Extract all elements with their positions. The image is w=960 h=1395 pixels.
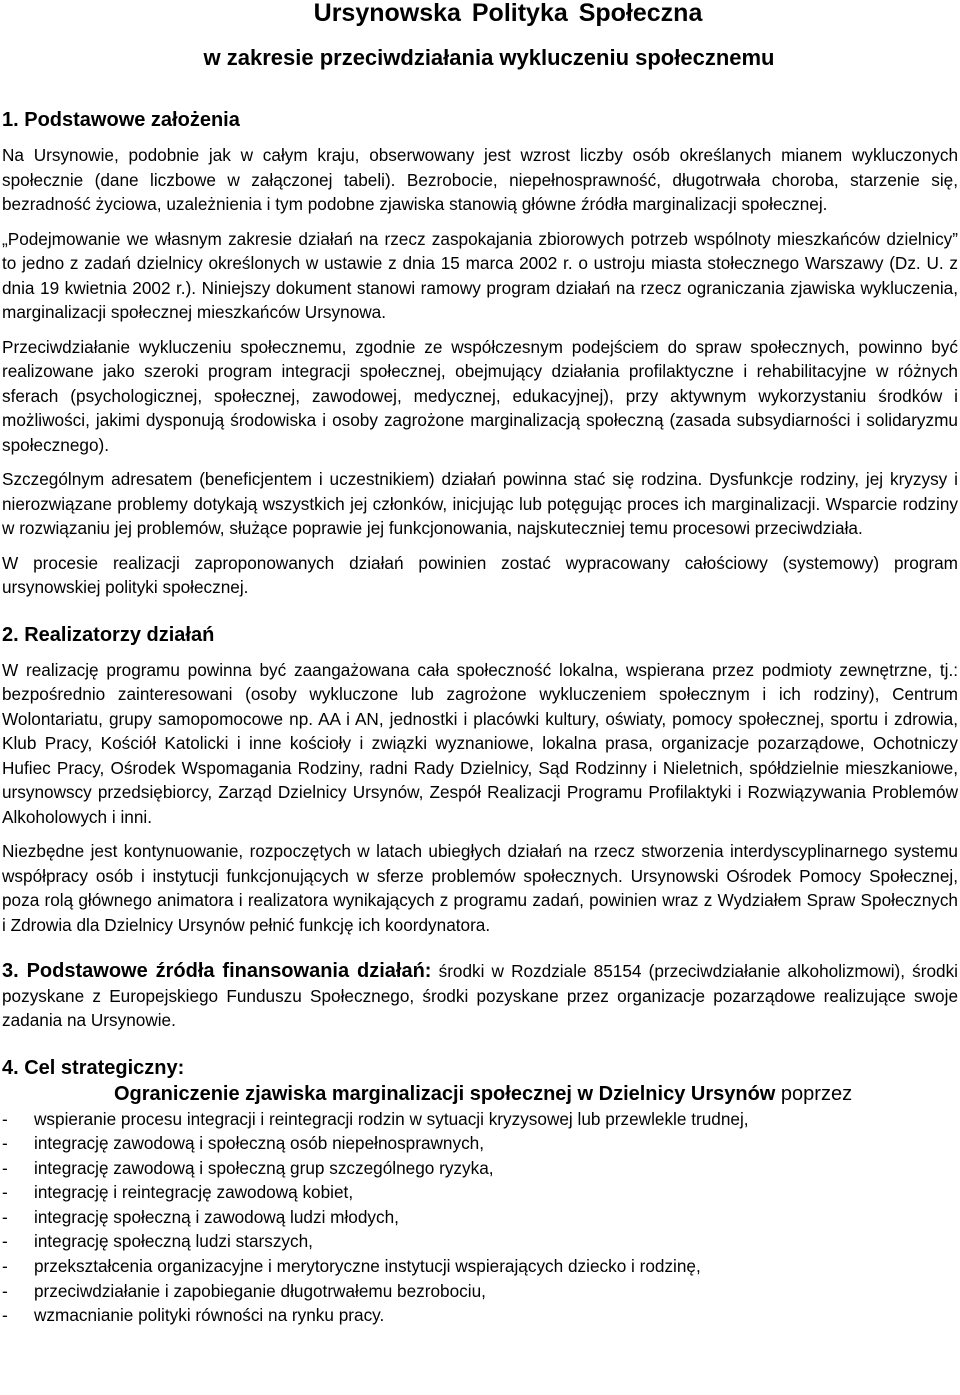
list-item: - integrację społeczną ludzi starszych,: [2, 1229, 958, 1254]
list-item: - wzmacnianie polityki równości na rynku pracy.: [2, 1303, 958, 1328]
list-item: - integrację zawodową i społeczną osób niepełnosprawnych,: [2, 1131, 958, 1156]
section-3: [2, 959, 958, 1033]
list-item: - integrację i reintegrację zawodową kobiet,: [2, 1180, 958, 1205]
strategic-goal-text: Ograniczenie zjawiska marginalizacji społecznej w Dzielnicy Ursynów: [114, 1082, 776, 1105]
dash-marker: -: [2, 1231, 8, 1252]
dash-marker: -: [2, 1280, 8, 1301]
goal-list: [2, 1107, 958, 1328]
dash-marker: -: [2, 1133, 8, 1154]
section-4-heading: 4. Cel strategiczny:: [2, 1056, 185, 1079]
document-body: [2, 107, 958, 1328]
section-2-heading: 2. Realizatorzy działań: [2, 623, 215, 646]
list-item: - integrację zawodową i społeczną grup szczególnego ryzyka,: [2, 1156, 958, 1181]
section-2-paragraph-2: Niezbędne jest kontynuowanie, rozpoczętych w latach ubiegłych działań na rzecz stworzenia interdyscyplinarnego systemu współpracy osób i instytucji funkcjonujących w sferze problemów społecznych. Ursynowski Ośrodek Pomocy Społecznej, poza rolą głównego animatora i realizatora wynikających z programu zadań, powinien wraz z Wydziałem Spraw Społecznych i Zdrowia dla Dzielnicy Ursynów pełnić funkcję ich koordynatora.: [2, 841, 958, 935]
section-1-paragraph-2: „Podejmowanie we własnym zakresie działań na rzecz zaspokajania zbiorowych potrzeb wspólnoty mieszkańców dzielnicy” to jedno z zadań dzielnicy określonych w ustawie z dnia 15 marca 2002 r. o ustroju miasta stołecznego Warszawy (Dz. U. z dnia 19 kwietnia 2002 r.). Niniejszy dokument stanowi ramowy program działań na rzecz ograniczania zjawiska wykluczenia, marginalizacji społecznej mieszkańców Ursynowa.: [2, 228, 958, 322]
section-2-paragraph-1: W realizację programu powinna być zaangażowana cała społeczność lokalna, wspierana przez podmioty zewnętrzne, tj.: bezpośrednio zainteresowani (osoby wykluczone lub zagrożone wykluczeniem społecznym i ich rodziny), Centrum Wolontariatu, grupy samopomocowe np. AA i AN, jednostki i placówki kultury, oświaty, pomocy społecznej, sportu i zdrowia, Klub Pracy, Kościół Katolicki i inne kościoły i związki wyznaniowe, lokalna prasa, organizacje pozarządowe, Ochotniczy Hufiec Pracy, Ośrodek Wspomagania Rodziny, radni Rady Dzielnicy, Sąd Rodzinny i Nieletnich, spółdzielnie mieszkaniowe, ursynowscy przedsiębiorcy, Zarząd Dzielnicy Ursynów, Zespół Realizacji Programu Profilaktyki i Rozwiązywania Problemów Alkoholowych i inni.: [2, 659, 958, 827]
list-item: - przeciwdziałanie i zapobieganie długotrwałemu bezrobociu,: [2, 1279, 958, 1304]
dash-marker: -: [2, 1182, 8, 1203]
strategic-goal-suffix: poprzez: [780, 1082, 853, 1105]
dash-marker: -: [2, 1108, 8, 1129]
document-subtitle: w zakresie przeciwdziałania wykluczeniu społecznemu: [203, 45, 775, 70]
list-item: - wspieranie procesu integracji i reintegracji rodzin w sytuacji kryzysowej lub przewlekle trudnej,: [2, 1107, 958, 1132]
dash-marker: -: [2, 1305, 8, 1326]
strategic-goal: [2, 1081, 958, 1107]
dash-marker: -: [2, 1206, 8, 1227]
section-1-paragraph-1: Na Ursynowie, podobnie jak w całym kraju, obserwowany jest wzrost liczby osób określanych mianem wykluczonych społecznie (dane liczbowe w załączonej tabeli). Bezrobocie, niepełnosprawność, długotrwała choroba, starzenie się, bezradność życiowa, uzależnienia i tym podobne zjawiska stanowią główne źródła marginalizacji społecznej.: [2, 145, 958, 214]
dash-marker: -: [2, 1256, 8, 1277]
section-1-paragraph-4: Szczególnym adresatem (beneficjentem i uczestnikiem) działań powinna stać się rodzina. Dysfunkcje rodziny, jej kryzysy i nierozwiązane problemy dotykają wszystkich jej członków, inicjując lub potęgując proces ich marginalizacji. Wsparcie rodziny w rozwiązaniu jej problemów, służące poprawie jej funkcjonowania, najskuteczniej temu procesowi przeciwdziała.: [2, 469, 958, 538]
section-3-text: środki w Rozdziale 85154 (przeciwdziałanie alkoholizmowi), środki pozyskane z Europejskiego Funduszu Społecznego, środki pozyskane przez organizacje pozarządowe realizujące swoje zadania na Ursynowie.: [2, 961, 959, 1030]
section-1-heading: 1. Podstawowe założenia: [2, 109, 240, 131]
dash-marker: -: [2, 1157, 8, 1178]
section-3-heading: 3. Podstawowe źródła finansowania działań:: [2, 960, 432, 982]
document-title: Ursynowska Polityka Społeczna: [313, 0, 703, 27]
list-item: - integrację społeczną i zawodową ludzi młodych,: [2, 1205, 958, 1230]
section-1-paragraph-3: Przeciwdziałanie wykluczeniu społecznemu, zgodnie ze współczesnym podejściem do spraw społecznych, powinno być realizowane jako szeroki program integracji społecznej, obejmujący działania profilaktyczne i rehabilitacyjne w różnych sferach (psychologicznej, społecznej, zawodowej, medycznej, edukacyjnej), przy aktywnym wykorzystaniu środków i możliwości, jakimi dysponują środowiska i osoby zagrożone marginalizacją społeczną (zasada subsydiarności i solidaryzmu społecznego).: [2, 336, 958, 455]
list-item: - przekształcenia organizacyjne i merytoryczne instytucji wspierających dziecko i rodzinę,: [2, 1254, 958, 1279]
section-1-paragraph-5: W procesie realizacji zaproponowanych działań powinien zostać wypracowany całościowy (systemowy) program ursynowskiej polityki społecznej.: [2, 552, 958, 597]
